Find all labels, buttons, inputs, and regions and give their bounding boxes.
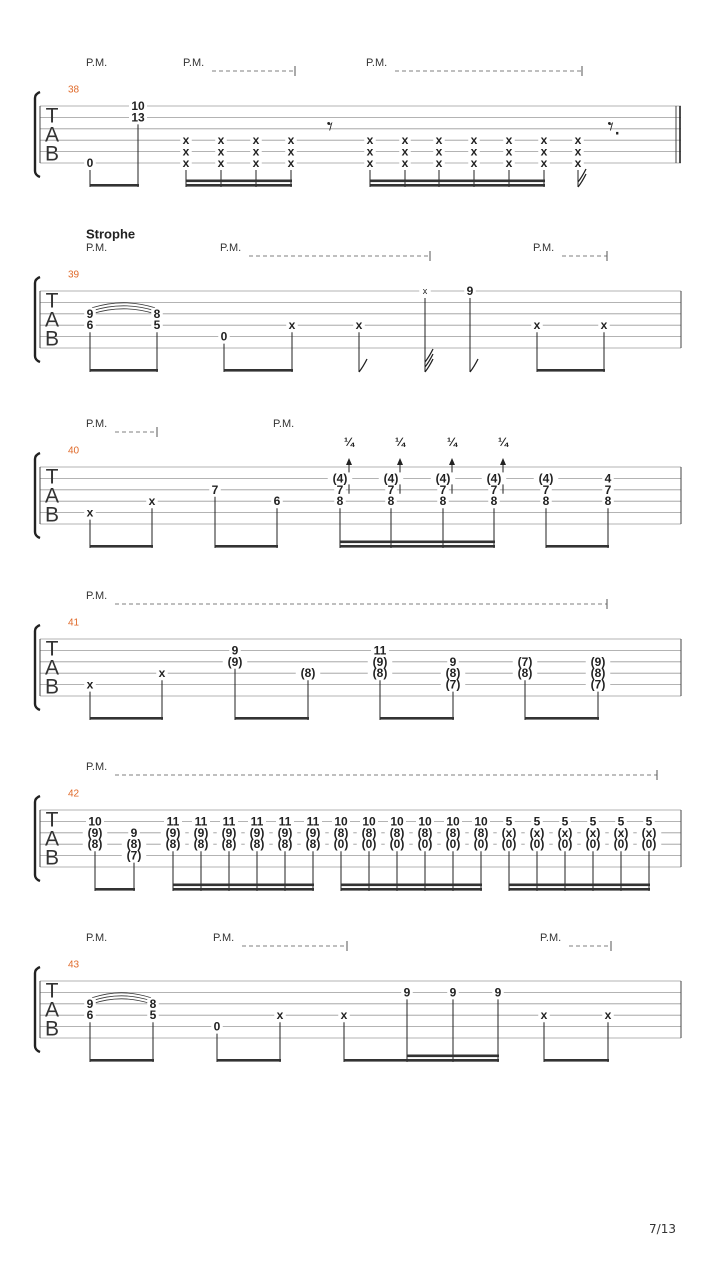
beam (340, 541, 495, 544)
beam (186, 184, 292, 187)
fret-number: 7 (211, 482, 219, 497)
fret-number: 9 (449, 985, 457, 1000)
bend-arrow-head (449, 458, 455, 465)
fret-number: 9 (231, 643, 239, 658)
system-bracket (35, 625, 40, 710)
fret-number: (8) (445, 666, 461, 681)
beam (407, 1055, 499, 1058)
fret-number: x (505, 156, 513, 170)
tab-clef-letter: A (44, 827, 60, 851)
tab-clef-letter: A (44, 998, 60, 1022)
fret-number: (0) (501, 837, 517, 852)
beam (90, 1059, 154, 1062)
fret-number: x (574, 156, 582, 170)
fret-number: (7) (445, 677, 461, 692)
beam (370, 180, 545, 183)
bend-amount-label: ¼ (394, 435, 406, 449)
fret-number: x (288, 318, 296, 333)
fret-number: 5 (561, 814, 569, 829)
fret-number: 5 (533, 814, 541, 829)
fret-number: x (366, 156, 374, 170)
fret-number: x (533, 318, 541, 333)
fret-number: (8) (590, 666, 606, 681)
tab-clef-letter: A (44, 656, 60, 680)
tab-system (35, 251, 681, 372)
fret-number: (8) (517, 666, 533, 681)
fret-number: (0) (333, 837, 349, 852)
beam (173, 888, 314, 891)
palm-mute-label: P.M. (86, 932, 108, 944)
fret-number: x (217, 144, 225, 159)
fret-number: x (252, 144, 260, 159)
fret-number: (9) (87, 825, 103, 840)
fret-number: x (287, 156, 295, 170)
beam (215, 545, 278, 548)
measure-number: 42 (68, 788, 80, 800)
fret-number: (x) (529, 825, 545, 840)
beam (544, 1059, 609, 1062)
fret-number: x (604, 1008, 612, 1023)
palm-mute-label: P.M. (540, 932, 562, 944)
measure-number: 40 (68, 445, 80, 457)
fret-number: x (401, 144, 409, 159)
fret-number: 9 (403, 985, 411, 1000)
fret-number: (0) (389, 837, 405, 852)
fret-number: 10 (131, 99, 145, 113)
fret-number: 7 (490, 482, 498, 497)
fret-number: 9 (86, 306, 94, 321)
fret-number: x (355, 318, 363, 333)
fret-number: x (182, 156, 190, 170)
fret-number: 13 (131, 110, 145, 125)
fret-number: (9) (305, 825, 321, 840)
fret-number: x (340, 1008, 348, 1023)
measure-number: 38 (68, 84, 80, 96)
fret-number: (8) (333, 825, 349, 840)
fret-number: (0) (585, 837, 601, 852)
fret-number: (7) (590, 677, 606, 692)
tab-clef-letter: T (45, 808, 59, 832)
beam (90, 369, 158, 372)
slur-arc (92, 306, 155, 311)
eighth-rest: 𝄾 (326, 113, 334, 141)
fret-number: (8) (165, 837, 181, 852)
beam (525, 717, 599, 720)
fret-number: (x) (585, 825, 601, 840)
fret-number: 11 (278, 814, 292, 829)
system-bracket (35, 92, 40, 177)
fret-number: 8 (153, 306, 161, 321)
fret-number: (8) (126, 837, 142, 852)
fret-number: (0) (613, 837, 629, 852)
measure-number: 39 (68, 269, 80, 281)
fret-number: (0) (417, 837, 433, 852)
fret-number: 10 (88, 814, 102, 829)
fret-number: 7 (439, 482, 447, 497)
beam (341, 888, 482, 891)
note-flag (359, 359, 367, 372)
fret-number: x (422, 286, 428, 296)
palm-mute-label: P.M. (86, 242, 108, 254)
fret-number: 5 (149, 1008, 157, 1023)
fret-number: x (287, 133, 295, 148)
fret-number: x (182, 133, 190, 148)
fret-number: (x) (557, 825, 573, 840)
fret-number: x (574, 144, 582, 159)
measure-number: 43 (68, 959, 80, 971)
fret-number: (0) (473, 837, 489, 852)
measure-number: 41 (68, 617, 80, 629)
fret-number: (7) (126, 848, 142, 863)
tab-system (35, 427, 681, 548)
beam (407, 1059, 499, 1062)
fret-number: 11 (194, 814, 208, 829)
fret-number: (x) (613, 825, 629, 840)
fret-number: (9) (221, 825, 237, 840)
fret-number: 5 (645, 814, 653, 829)
fret-number: 10 (362, 814, 376, 829)
fret-number: 5 (153, 318, 161, 333)
slur-arc (92, 996, 151, 1001)
system-bracket (35, 796, 40, 881)
tab-system (35, 66, 681, 187)
fret-number: x (252, 133, 260, 148)
fret-number: 7 (336, 482, 344, 497)
fret-number: 11 (166, 814, 180, 829)
beam (217, 1059, 281, 1062)
fret-number: x (401, 156, 409, 170)
fret-number: 7 (542, 482, 550, 497)
slur-arc (92, 993, 151, 998)
fret-number: 9 (449, 654, 457, 669)
beam (224, 369, 293, 372)
fret-number: (4) (435, 471, 451, 486)
fret-number: (9) (372, 654, 388, 669)
fret-number: (7) (517, 654, 533, 669)
fret-number: 0 (86, 156, 94, 170)
fret-number: x (574, 133, 582, 148)
fret-number: x (435, 156, 443, 170)
fret-number: 7 (604, 482, 612, 497)
beam (90, 184, 139, 187)
fret-number: 4 (604, 471, 612, 486)
beam (370, 184, 545, 187)
palm-mute-label: P.M. (533, 242, 555, 254)
fret-number: 9 (86, 996, 94, 1011)
fret-number: (9) (193, 825, 209, 840)
fret-number: 11 (250, 814, 264, 829)
fret-number: 10 (334, 814, 348, 829)
fret-number: x (217, 156, 225, 170)
fret-number: 8 (490, 494, 498, 509)
slur-arc (92, 309, 155, 314)
fret-number: (x) (641, 825, 657, 840)
fret-number: x (217, 133, 225, 148)
fret-number: 9 (494, 985, 502, 1000)
fret-number: 6 (86, 318, 94, 333)
tab-clef-letter: A (44, 484, 60, 508)
note-flag (470, 359, 478, 372)
fret-number: x (252, 156, 260, 170)
tab-clef-letter: T (45, 465, 59, 489)
fret-number: x (470, 156, 478, 170)
beam (546, 545, 609, 548)
beam (173, 884, 314, 887)
fret-number: 10 (418, 814, 432, 829)
tab-system (35, 941, 681, 1062)
fret-number: x (401, 133, 409, 148)
fret-number: (8) (87, 837, 103, 852)
system-bracket (35, 453, 40, 538)
section-label: Strophe (86, 226, 136, 242)
bend-arrow-head (500, 458, 506, 465)
fret-number: x (600, 318, 608, 333)
fret-number: x (148, 494, 156, 509)
fret-number: (0) (641, 837, 657, 852)
fret-number: (8) (300, 666, 316, 681)
fret-number: 7 (387, 482, 395, 497)
fret-number: 8 (439, 494, 447, 509)
fret-number: (8) (389, 825, 405, 840)
fret-number: x (276, 1008, 284, 1023)
bend-amount-label: ¼ (446, 435, 458, 449)
tab-clef-letter: T (45, 104, 59, 128)
palm-mute-label: P.M. (86, 761, 108, 773)
fret-number: 8 (149, 996, 157, 1011)
bend-arrow-head (346, 458, 352, 465)
fret-number: (0) (557, 837, 573, 852)
fret-number: (8) (277, 837, 293, 852)
fret-number: x (470, 144, 478, 159)
beam (509, 888, 650, 891)
fret-number: 8 (387, 494, 395, 509)
bend-amount-label: ¼ (343, 435, 355, 449)
palm-mute-label: P.M. (86, 57, 108, 69)
fret-number: x (287, 144, 295, 159)
tab-clef-letter: A (44, 123, 60, 147)
tab-clef-letter: T (45, 289, 59, 313)
fret-number: 8 (604, 494, 612, 509)
bend-arrow-head (397, 458, 403, 465)
page-number: 7/13 (649, 1222, 676, 1236)
tab-clef-letter: B (44, 142, 60, 166)
beam (341, 884, 482, 887)
fret-number: (x) (501, 825, 517, 840)
fret-number: 10 (474, 814, 488, 829)
fret-number: x (158, 666, 166, 681)
beam (537, 369, 605, 372)
fret-number: 10 (446, 814, 460, 829)
palm-mute-label: P.M. (366, 57, 388, 69)
fret-number: 9 (466, 284, 474, 298)
fret-number: 10 (390, 814, 404, 829)
system-bracket (35, 967, 40, 1052)
fret-number: x (540, 133, 548, 148)
fret-number: 6 (273, 494, 281, 509)
fret-number: (9) (590, 654, 606, 669)
fret-number: (9) (249, 825, 265, 840)
fret-number: x (86, 505, 94, 520)
tab-clef-letter: T (45, 637, 59, 661)
tab-clef-letter: B (44, 1017, 60, 1041)
fret-number: (4) (383, 471, 399, 486)
fret-number: (8) (249, 837, 265, 852)
fret-number: x (435, 144, 443, 159)
fret-number: x (435, 133, 443, 148)
fret-number: 8 (542, 494, 550, 509)
fret-number: (8) (445, 825, 461, 840)
beam (90, 717, 163, 720)
fret-number: (9) (227, 654, 243, 669)
tab-clef-letter: B (44, 327, 60, 351)
fret-number: x (366, 133, 374, 148)
fret-number: 5 (617, 814, 625, 829)
fret-number: (0) (361, 837, 377, 852)
fret-number: (8) (193, 837, 209, 852)
fret-number: (8) (361, 825, 377, 840)
fret-number: 11 (222, 814, 236, 829)
bend-amount-label: ¼ (497, 435, 509, 449)
tab-system (35, 599, 681, 720)
fret-number: 11 (373, 643, 387, 658)
fret-number: x (366, 144, 374, 159)
fret-number: (8) (221, 837, 237, 852)
beam (90, 545, 153, 548)
fret-number: (4) (332, 471, 348, 486)
fret-number: 11 (306, 814, 320, 829)
fret-number: (8) (305, 837, 321, 852)
fret-number: x (540, 1008, 548, 1023)
slur-arc (92, 303, 155, 308)
palm-mute-label: P.M. (273, 418, 295, 430)
fret-number: x (505, 144, 513, 159)
beam (380, 717, 454, 720)
system-bracket (35, 277, 40, 362)
palm-mute-label: P.M. (213, 932, 235, 944)
tab-clef-letter: B (44, 675, 60, 699)
palm-mute-label: P.M. (183, 57, 205, 69)
fret-number: (0) (445, 837, 461, 852)
fret-number: (4) (486, 471, 502, 486)
fret-number: (9) (165, 825, 181, 840)
fret-number: (9) (277, 825, 293, 840)
fret-number: x (505, 133, 513, 148)
fret-number: (0) (529, 837, 545, 852)
fret-number: x (540, 144, 548, 159)
fret-number: (8) (473, 825, 489, 840)
fret-number: x (540, 156, 548, 170)
beam (235, 717, 309, 720)
tab-clef-letter: T (45, 979, 59, 1003)
beam (95, 888, 135, 891)
tab-clef-letter: B (44, 846, 60, 870)
fret-number: (4) (538, 471, 554, 486)
fret-number: 9 (130, 825, 138, 840)
fret-number: 5 (589, 814, 597, 829)
fret-number: x (86, 677, 94, 692)
eighth-rest: 𝄾. (607, 113, 621, 141)
fret-number: 0 (220, 329, 228, 344)
beam (186, 180, 292, 183)
fret-number: x (470, 133, 478, 148)
fret-number: (8) (372, 666, 388, 681)
fret-number: 6 (86, 1008, 94, 1023)
fret-number: 8 (336, 494, 344, 509)
beam (340, 545, 495, 548)
palm-mute-label: P.M. (86, 418, 108, 430)
fret-number: x (182, 144, 190, 159)
tab-clef-letter: B (44, 503, 60, 527)
fret-number: 5 (505, 814, 513, 829)
tab-clef-letter: A (44, 308, 60, 332)
fret-number: (8) (417, 825, 433, 840)
slur-arc (92, 999, 151, 1004)
beam (509, 884, 650, 887)
palm-mute-label: P.M. (220, 242, 242, 254)
fret-number: 0 (213, 1019, 221, 1034)
palm-mute-label: P.M. (86, 590, 108, 602)
